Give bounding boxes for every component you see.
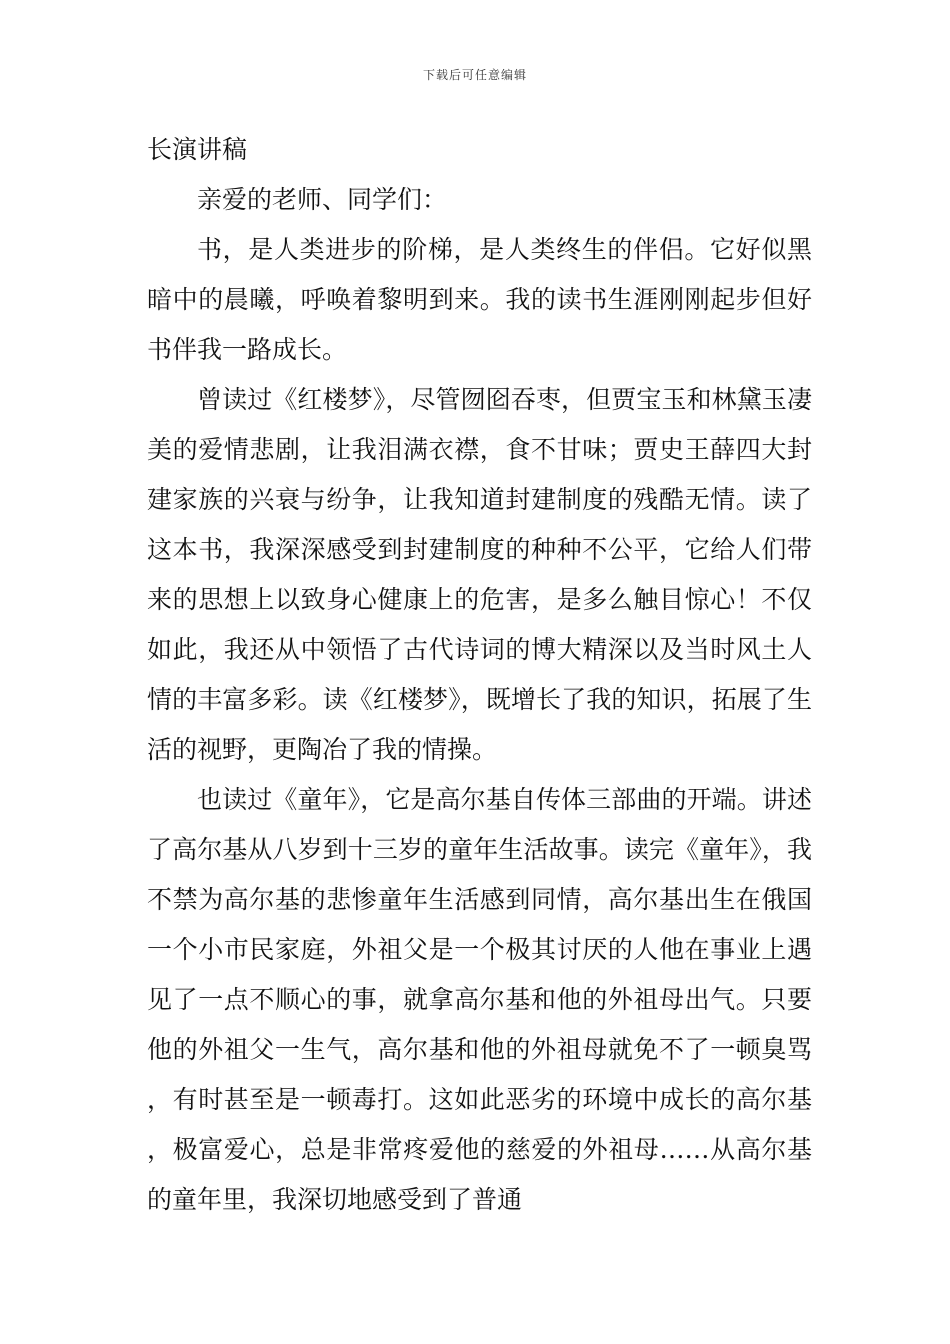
body-paragraph: 曾读过《红楼梦》，尽管囫囵吞枣，但贾宝玉和林黛玉凄美的爱情悲剧，让我泪满衣襟，食不甘味；贾史王薛四大封建家族的兴衰与纷争，让我知道封建制度的残酷无情。读了这本书，我深深感受到封建制度的种种不公平，它给人们带来的思想上以致身心健康上的危害，是多么触目惊心！不仅如此，我还从中领悟了古代诗词的博大精深以及当时风土人情的丰富多彩。读《红楼梦》，既增长了我的知识，拓展了生活的视野，更陶冶了我的情操。 [147, 385, 812, 764]
header-note: 下载后可任意编辑 [422, 68, 527, 82]
body-paragraph: 书，是人类进步的阶梯，是人类终生的伴侣。它好似黑暗中的晨曦，呼唤着黎明到来。我的读书生涯刚刚起步但好书伴我一路成长。 [147, 235, 812, 364]
greeting-paragraph: 亲爱的老师、同学们： [197, 185, 448, 214]
body-paragraph: 也读过《童年》，它是高尔基自传体三部曲的开端。讲述了高尔基从八岁到十三岁的童年生活故事。读完《童年》，我不禁为高尔基的悲惨童年生活感到同情，高尔基出生在俄国一个小市民家庭，外祖父是一个极其讨厌的人他在事业上遇见了一点不顺心的事，就拿高尔基和他的外祖母出气。只要他的外祖父一生气，高尔基和他的外祖母就免不了一顿臭骂，有时甚至是一顿毒打。这如此恶劣的环境中成长的高尔基，极富爱心，总是非常疼爱他的慈爱的外祖母……从高尔基的童年里，我深切地感受到了普通 [147, 785, 812, 1214]
document-body [147, 125, 812, 1225]
document-title: 长演讲稿 [147, 135, 248, 164]
